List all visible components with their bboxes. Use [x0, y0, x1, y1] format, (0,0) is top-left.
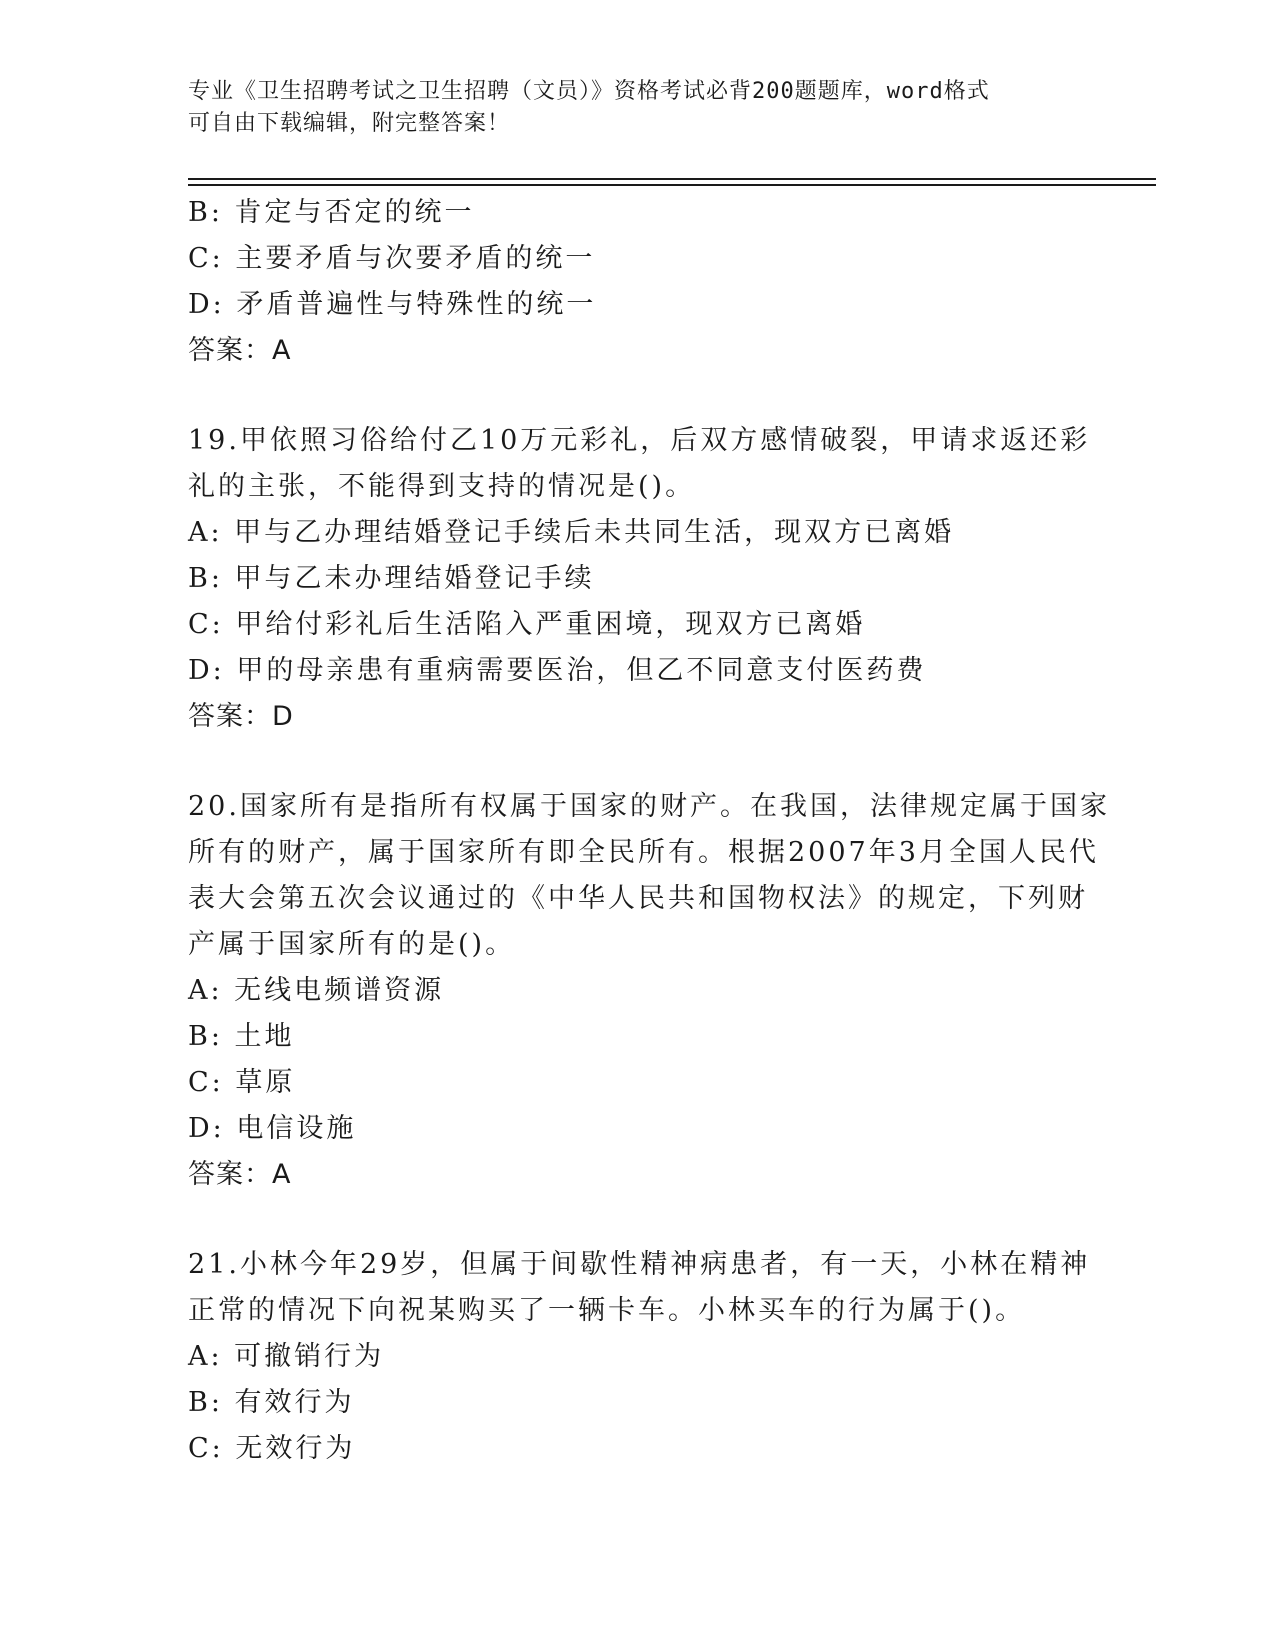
question-stem-line: 20.国家所有是指所有权属于国家的财产。在我国，法律规定属于国家: [188, 791, 1110, 822]
question-stem-line: 礼的主张，不能得到支持的情况是()。: [188, 471, 696, 502]
option-b: B: 土地: [188, 1021, 295, 1052]
question-content: [188, 190, 1110, 1472]
option-a: A: 甲与乙办理结婚登记手续后未共同生活，现双方已离婚: [188, 517, 955, 548]
question-stem-line: 正常的情况下向祝某购买了一辆卡车。小林买车的行为属于()。: [188, 1295, 1026, 1326]
option-d: D: 矛盾普遍性与特殊性的统一: [188, 289, 597, 320]
question-stem-line: 表大会第五次会议通过的《中华人民共和国物权法》的规定，下列财: [188, 883, 1088, 914]
question-stem-line: 所有的财产，属于国家所有即全民所有。根据2007年3月全国人民代: [188, 837, 1099, 868]
question-stem-line: 产属于国家所有的是()。: [188, 929, 516, 960]
option-b: B: 有效行为: [188, 1387, 355, 1418]
option-b: B: 肯定与否定的统一: [188, 197, 475, 228]
question-21: [188, 1242, 1091, 1472]
option-c: C: 甲给付彩礼后生活陷入严重困境，现双方已离婚: [188, 609, 866, 640]
option-d: D: 甲的母亲患有重病需要医治，但乙不同意支付医药费: [188, 655, 927, 686]
option-c: C: 无效行为: [188, 1433, 356, 1464]
prev-question: [188, 190, 1088, 374]
option-a: A: 无线电频谱资源: [188, 975, 445, 1006]
option-b: B: 甲与乙未办理结婚登记手续: [188, 563, 595, 594]
answer-line: 答案：A: [188, 335, 292, 366]
header-line-1: 专业《卫生招聘考试之卫生招聘（文员）》资格考试必背200题题库，word格式: [188, 79, 990, 104]
question-19: [188, 418, 1091, 740]
question-stem-line: 19.甲依照习俗给付乙10万元彩礼，后双方感情破裂，甲请求返还彩: [188, 425, 1091, 456]
answer-line: 答案：A: [188, 1159, 292, 1190]
option-c: C: 草原: [188, 1067, 296, 1098]
document-header: [188, 76, 1088, 140]
question-20: [188, 784, 1110, 1198]
header-line-2: 可自由下载编辑，附完整答案！: [188, 111, 511, 136]
header-rule-top: [188, 178, 1156, 180]
option-d: D: 电信设施: [188, 1113, 357, 1144]
question-stem-line: 21.小林今年29岁，但属于间歇性精神病患者，有一天，小林在精神: [188, 1249, 1091, 1280]
option-c: C: 主要矛盾与次要矛盾的统一: [188, 243, 596, 274]
option-a: A: 可撤销行为: [188, 1341, 385, 1372]
header-rule-bottom: [188, 184, 1156, 186]
answer-line: 答案：D: [188, 701, 294, 732]
